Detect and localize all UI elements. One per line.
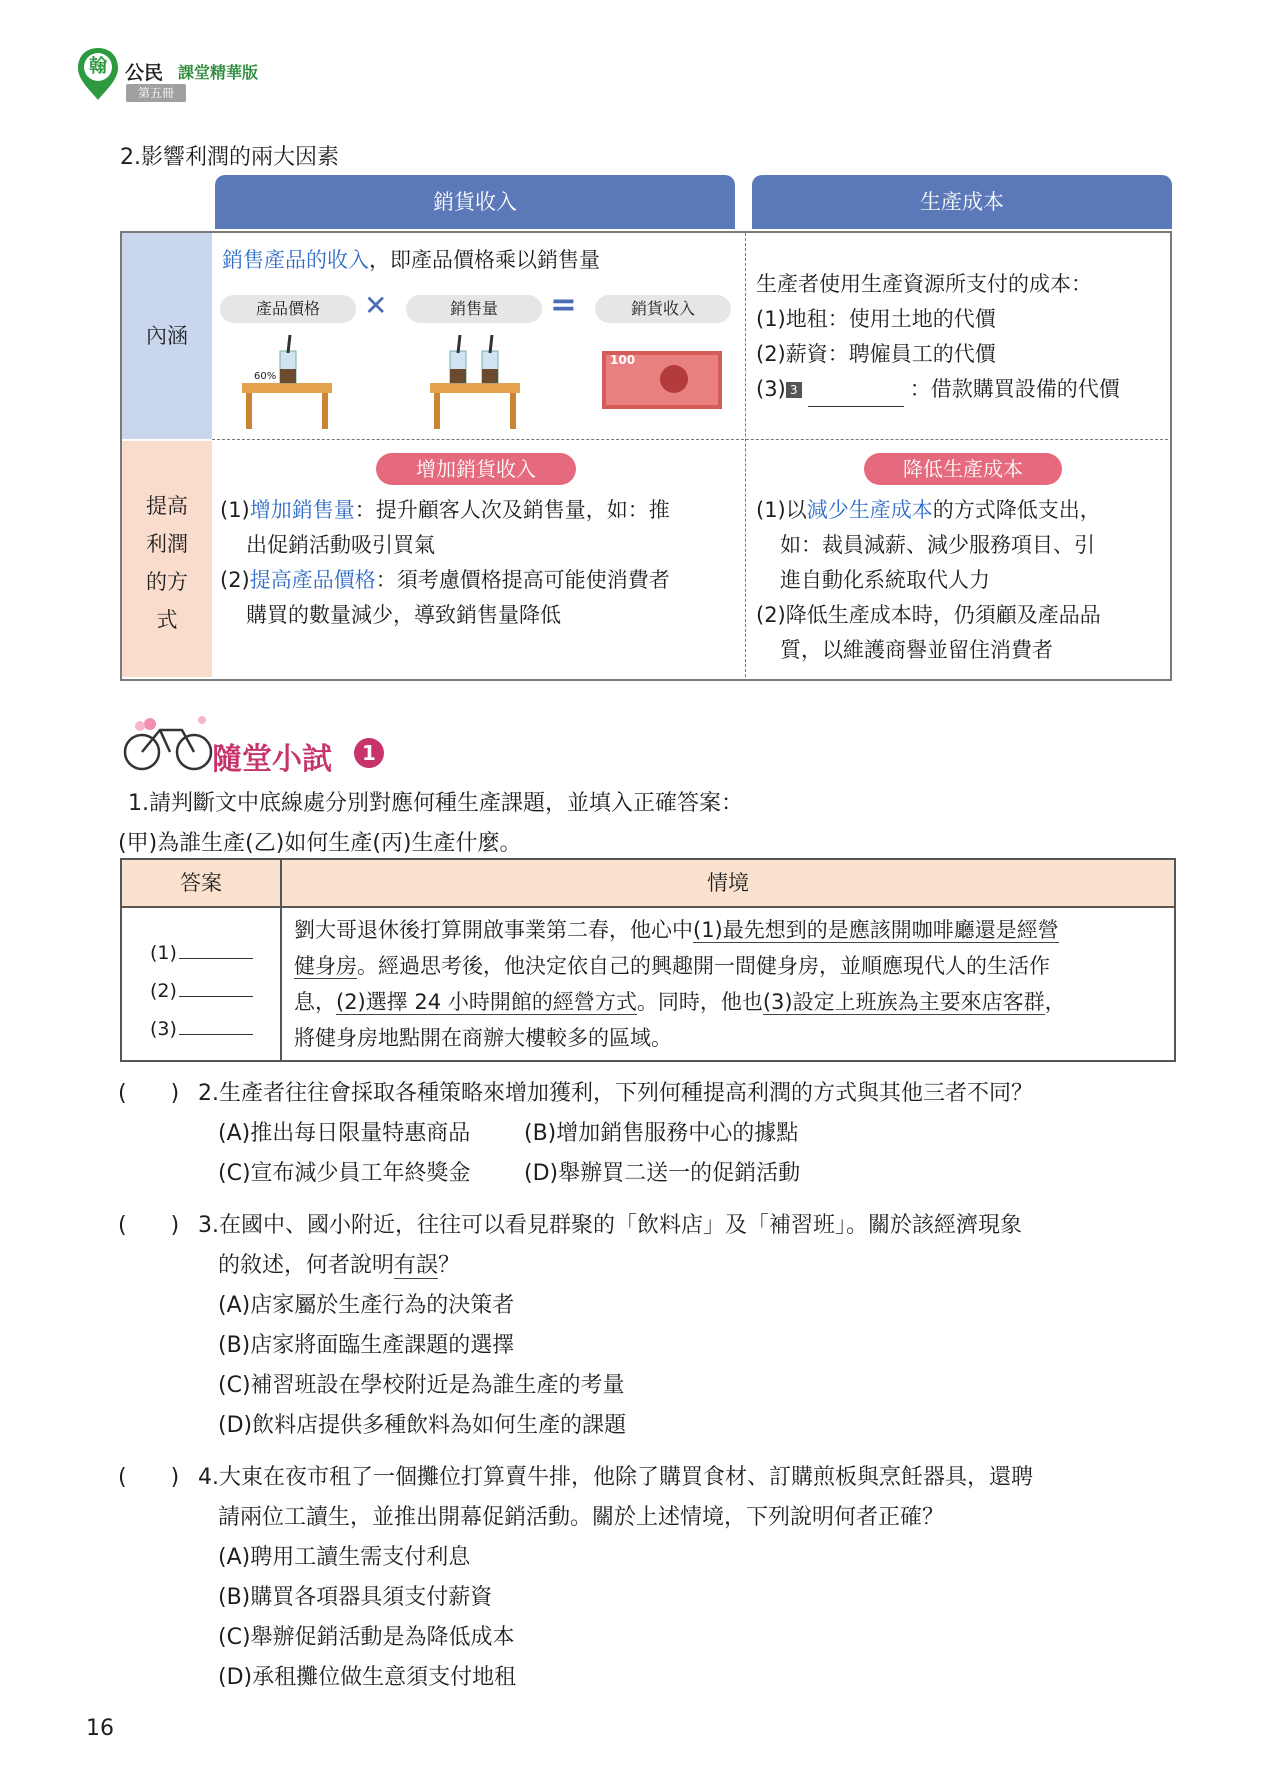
inc1-highlight: 增加銷售量 [249, 498, 355, 522]
logo-character: 翰 [89, 56, 107, 77]
item-badge: 3 [786, 382, 802, 398]
revenue-def-rest: ，即產品價格乘以銷售量 [369, 248, 600, 272]
red1-rest: 的方式降低支出， [932, 498, 1101, 522]
inc2-highlight: 提高產品價格 [249, 568, 376, 592]
row2-label: 提高利潤的方式 [146, 494, 188, 632]
cost-header: 生產成本 [752, 175, 1172, 229]
subject-name: 公民 [125, 62, 164, 84]
bicycle-icon [120, 712, 216, 772]
cost-line-1: 生產者使用生產資源所支付的成本： [756, 272, 1092, 296]
q2-answer-paren[interactable]: ( ) [118, 1081, 180, 1106]
multiply-icon: ✕ [364, 289, 388, 322]
answer-header: 答案 [122, 860, 280, 906]
table-one-drink-icon [232, 331, 342, 431]
volume-badge: 第五冊 [126, 84, 186, 102]
increase-item-1-line2: 出促銷活動吸引買氣 [246, 533, 435, 557]
quiz-title: 隨堂小試 [212, 742, 332, 777]
increase-item-1 [220, 493, 670, 528]
cost-line-4 [756, 372, 1120, 407]
increase-item-2-line2: 購買的數量減少，導致銷售量降低 [246, 603, 561, 627]
column-divider [745, 233, 746, 677]
page-number: 16 [86, 1716, 114, 1741]
increase-item-2 [220, 563, 670, 598]
answer-blank[interactable] [808, 382, 904, 407]
revenue-definition [222, 243, 600, 278]
table-col-divider [280, 860, 282, 1060]
formula-quantity: 銷售量 [406, 295, 542, 323]
q2-option-c: (C)宣布減少員工年終獎金 [218, 1161, 471, 1186]
row-divider [212, 439, 1168, 440]
q4-option-a: (A)聘用工讀生需支付利息 [218, 1545, 471, 1570]
cost-line-2: (1)地租：使用土地的代價 [756, 307, 996, 331]
q2-option-a: (A)推出每日限量特惠商品 [218, 1121, 471, 1146]
situation-line3-d: (3)設定上班族為主要來店客群 [762, 990, 1045, 1014]
q2-option-d: (D)舉辦買二送一的促銷活動 [524, 1161, 801, 1186]
price-tag: 60% [254, 371, 277, 382]
q3-stem-line2 [218, 1248, 460, 1279]
profit-factors-table [120, 175, 1172, 681]
reduce-item-1-line3: 進自動化系統取代人力 [780, 568, 990, 592]
q2-stem: 2.生產者往往會採取各種策略來增加獲利，下列何種提高利潤的方式與其他三者不同？ [198, 1081, 1033, 1106]
cost-line4-prefix: (3) [756, 377, 786, 401]
situation-line3-c: 。同時，他也 [636, 990, 763, 1014]
answer-blanks [150, 934, 253, 1048]
situation-table [120, 858, 1176, 1062]
increase-revenue-title: 增加銷貨收入 [376, 453, 576, 485]
red1-prefix: (1)以 [756, 498, 807, 522]
q4-stem: 4.大東在夜市租了一個攤位打算賣牛排，他除了購買食材、訂購煎板與烹飪器具，還聘 [198, 1465, 1033, 1490]
situation-line1-b: (1)最先想到的是應該開咖啡廳還是經營 [693, 918, 1059, 942]
situation-text [294, 912, 1066, 1056]
reduce-item-1 [756, 493, 1101, 528]
q4-option-d: (D)承租攤位做生意須支付地租 [218, 1665, 517, 1690]
situation-line2-a: 健身房 [294, 954, 357, 978]
context-header: 情境 [282, 860, 1174, 906]
answer-line-2[interactable] [179, 978, 253, 997]
equals-icon: = [550, 285, 577, 323]
formula-price: 產品價格 [220, 295, 356, 323]
reduce-item-2: (2)降低生產成本時，仍須顧及產品品 [756, 603, 1101, 627]
q2-option-b: (B)增加銷售服務中心的據點 [524, 1121, 799, 1146]
reduce-cost-title: 降低生產成本 [864, 453, 1062, 485]
inc1-rest: ：提升顧客人次及銷售量，如：推 [354, 498, 670, 522]
revenue-def-highlight: 銷售產品的收入 [222, 248, 369, 272]
q3-option-d: (D)飲料店提供多種飲料為如何生產的課題 [218, 1413, 627, 1438]
banknote-value: 100 [610, 353, 636, 367]
q4-option-c: (C)舉辦促銷活動是為降低成本 [218, 1625, 515, 1650]
q3-stem2-a: 的敘述，何者說明 [218, 1253, 395, 1278]
inc2-prefix: (2) [220, 568, 250, 592]
q3-stem2-underlined: 有誤 [394, 1253, 439, 1278]
q4-answer-paren[interactable]: ( ) [118, 1465, 180, 1490]
question-1-stem: 1.請判斷文中底線處分別對應何種生產課題，並填入正確答案： [128, 791, 743, 816]
book-name: 課堂精華版 [178, 63, 259, 82]
cost-line4-suffix: ：借款購買設備的代價 [909, 377, 1120, 401]
situation-line3-a: 息， [294, 990, 336, 1014]
situation-line2-b: 。經過思考後，他決定依自己的興趣開一間健身房，並順應現代人的生活作 [357, 954, 1050, 978]
table-two-drinks-icon [420, 331, 530, 431]
section-title: 2.影響利潤的兩大因素 [120, 145, 339, 170]
revenue-header: 銷貨收入 [215, 175, 735, 229]
situation-line3-e: ， [1044, 990, 1066, 1014]
q4-option-b: (B)購買各項器具須支付薪資 [218, 1585, 493, 1610]
formula-revenue: 銷貨收入 [595, 295, 731, 323]
question-1-options: (甲)為誰生產(乙)如何生產(丙)生產什麼。 [118, 831, 522, 856]
q3-answer-paren[interactable]: ( ) [118, 1213, 180, 1238]
situation-line3-b: (2)選擇 24 小時開館的經營方式 [336, 990, 637, 1014]
answer-blank-row[interactable]: (2) [150, 972, 253, 1010]
reduce-item-2-line2: 質，以維護商譽並留住消費者 [780, 638, 1053, 662]
table-head-divider [122, 906, 1174, 908]
answer-blank-row[interactable]: (3) [150, 1010, 253, 1048]
cost-line-3: (2)薪資：聘僱員工的代價 [756, 342, 996, 366]
row1-label: 內涵 [146, 324, 188, 348]
q4-stem-line2: 請兩位工讀生，並推出開幕促銷活動。關於上述情境，下列說明何者正確？ [218, 1505, 945, 1530]
inc2-rest: ：須考慮價格提高可能使消費者 [375, 568, 670, 592]
red1-highlight: 減少生產成本 [806, 498, 933, 522]
situation-line4: 將健身房地點開在商辦大樓較多的區域。 [294, 1026, 672, 1050]
answer-blank-row[interactable]: (1) [150, 934, 253, 972]
answer-line-3[interactable] [179, 1016, 253, 1035]
q3-option-c: (C)補習班設在學校附近是為誰生產的考量 [218, 1373, 625, 1398]
q3-option-b: (B)店家將面臨生產課題的選擇 [218, 1333, 515, 1358]
reduce-item-1-line2: 如：裁員減薪、減少服務項目、引 [780, 533, 1095, 557]
answer-line-1[interactable] [179, 940, 253, 959]
situation-line1-a: 劉大哥退休後打算開啟事業第二春，他心中 [294, 918, 693, 942]
q3-stem: 3.在國中、國小附近，往往可以看見群聚的「飲料店」及「補習班」。關於該經濟現象 [198, 1213, 1022, 1238]
inc1-prefix: (1) [220, 498, 250, 522]
q3-option-a: (A)店家屬於生產行為的決策者 [218, 1293, 515, 1318]
q3-stem2-b: ？ [438, 1253, 461, 1278]
quiz-number-badge: 1 [354, 738, 384, 768]
